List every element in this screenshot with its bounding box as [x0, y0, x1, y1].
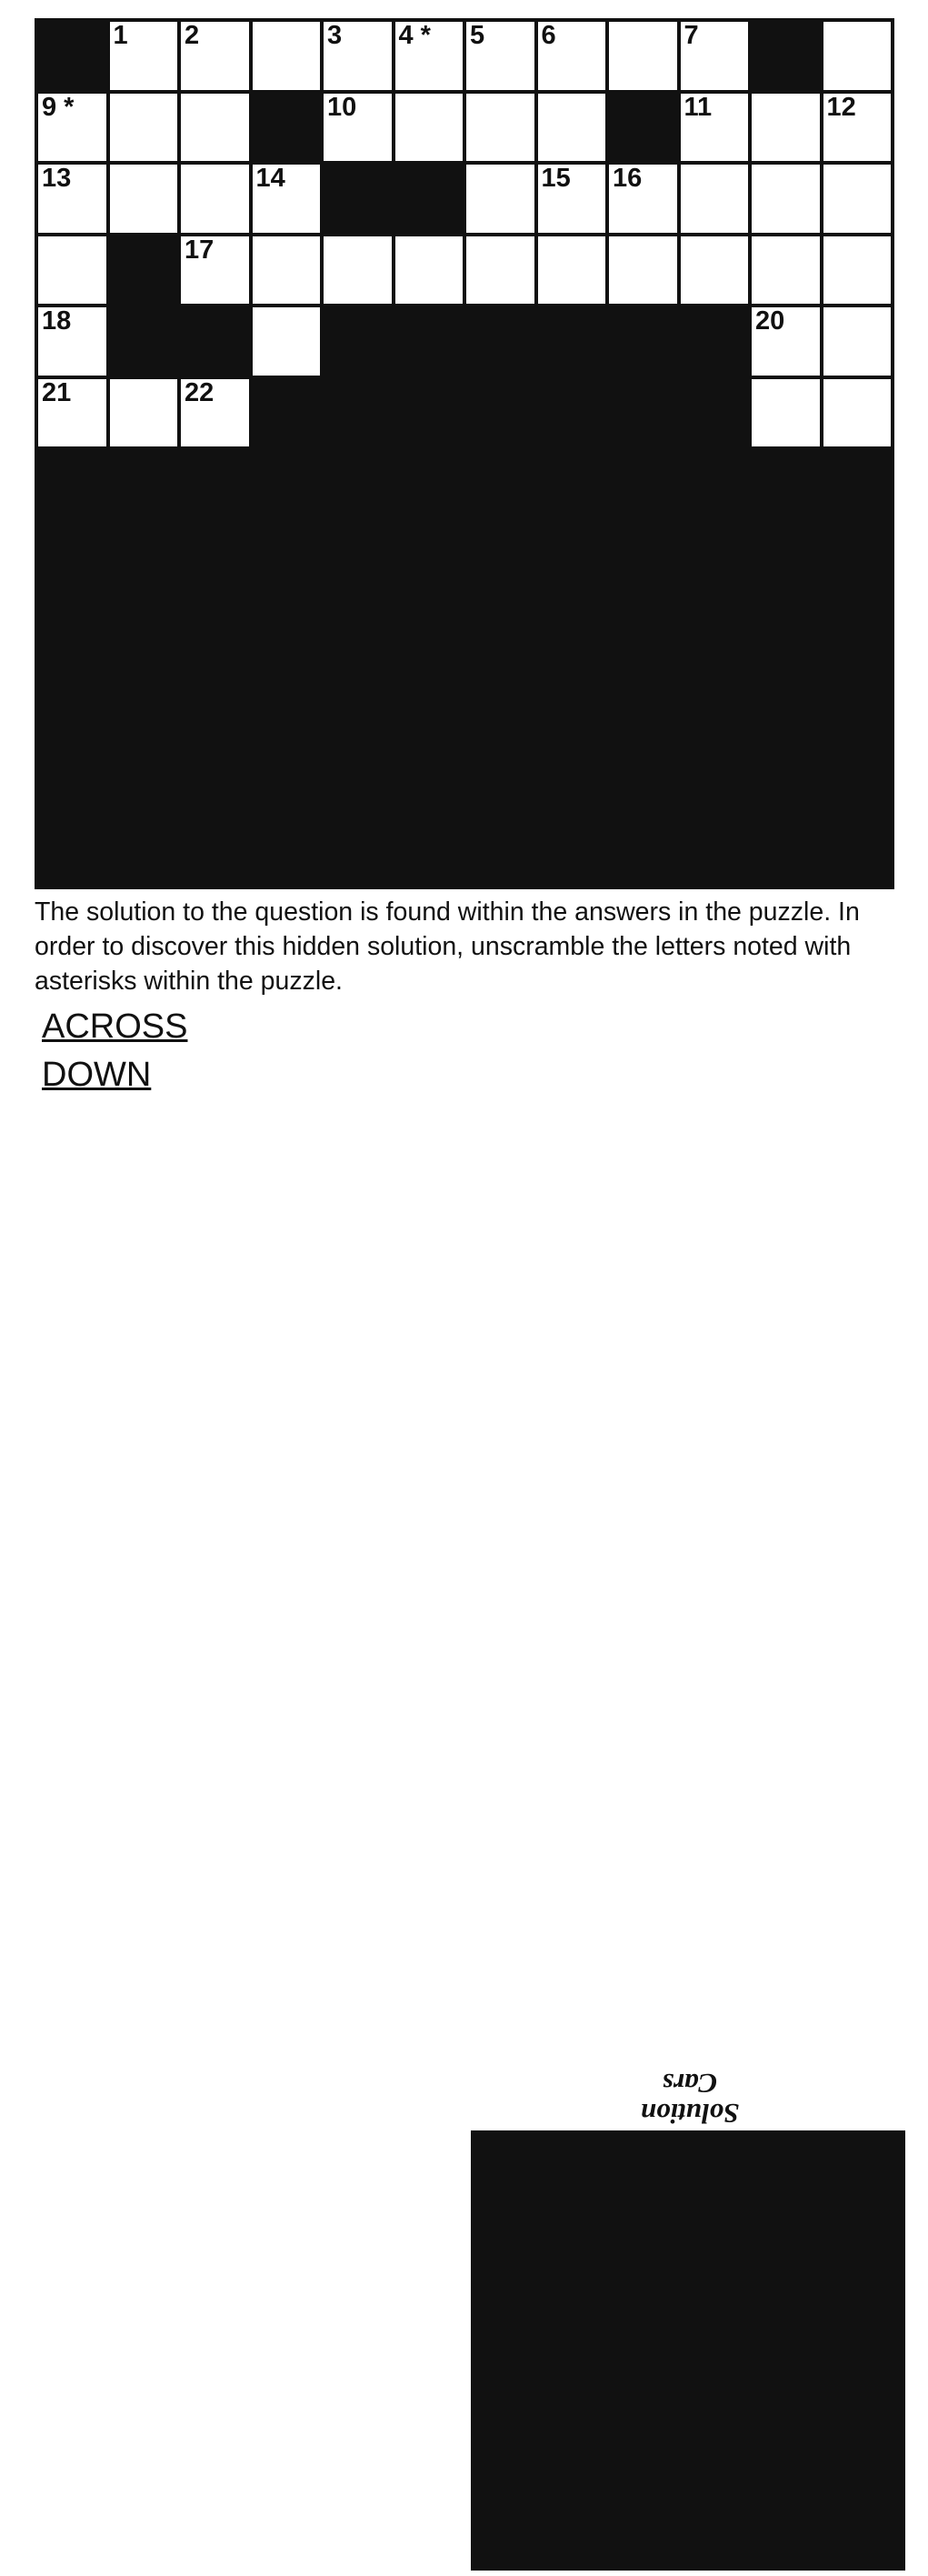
grid-cell[interactable]: [466, 165, 534, 233]
grid-cell[interactable]: [38, 307, 106, 376]
grid-cell[interactable]: [681, 165, 749, 233]
grid-cell[interactable]: [609, 236, 677, 305]
grid-cell[interactable]: [823, 165, 892, 233]
clue-number: 3: [327, 21, 343, 50]
grid-cell[interactable]: [752, 379, 820, 447]
grid-cell[interactable]: [538, 165, 606, 233]
solution-label: Solution: [640, 2098, 740, 2130]
solution-title: [622, 2069, 758, 2128]
grid-cell[interactable]: [181, 236, 249, 305]
clue-number: 2: [185, 21, 200, 50]
grid-cell[interactable]: [823, 379, 892, 447]
grid-cell[interactable]: [823, 22, 892, 90]
clue-number: 7: [684, 21, 699, 50]
grid-cell[interactable]: [681, 94, 749, 162]
grid-cell[interactable]: [466, 22, 534, 90]
grid-cell[interactable]: [538, 94, 606, 162]
clue-number: 10: [327, 92, 357, 122]
grid-cell[interactable]: [181, 379, 249, 447]
grid-cell[interactable]: [466, 236, 534, 305]
grid-cell[interactable]: [538, 236, 606, 305]
grid-cell[interactable]: [253, 307, 321, 376]
grid-cell[interactable]: [752, 307, 820, 376]
clue-number: 1: [113, 21, 128, 50]
clue-number: 4 *: [398, 21, 431, 50]
grid-cell[interactable]: [395, 236, 464, 305]
clue-number: 21: [42, 377, 72, 407]
solution-answer: Cars: [662, 2068, 718, 2100]
grid-cell[interactable]: [38, 165, 106, 233]
grid-cell[interactable]: [110, 165, 178, 233]
grid-cell[interactable]: [110, 379, 178, 447]
grid-cell[interactable]: [609, 22, 677, 90]
grid-cell[interactable]: [466, 94, 534, 162]
grid-cell[interactable]: [110, 22, 178, 90]
grid-cell[interactable]: [324, 236, 392, 305]
grid-cell[interactable]: [38, 94, 106, 162]
clue-number: 13: [42, 164, 72, 193]
across-heading: ACROSS: [42, 1007, 188, 1046]
grid-cell[interactable]: [752, 165, 820, 233]
grid-cell[interactable]: [395, 22, 464, 90]
grid-cell[interactable]: [395, 94, 464, 162]
clue-number: 16: [613, 164, 643, 193]
grid-cell[interactable]: [681, 236, 749, 305]
clues-left-column: [35, 1007, 462, 1104]
clue-number: 9 *: [42, 92, 75, 122]
grid-cell[interactable]: [823, 94, 892, 162]
clue-number: 6: [541, 21, 556, 50]
grid-cell[interactable]: [253, 236, 321, 305]
puzzle-instructions: The solution to the question is found within the answers in the puzzle. In order to discover this hidden solution, unscramble the letters noted with asterisks within the puzzle.: [35, 897, 860, 996]
solution-grid: [471, 2130, 905, 2571]
grid-cell[interactable]: [181, 165, 249, 233]
clue-number: 22: [185, 377, 215, 407]
grid-cell[interactable]: [752, 236, 820, 305]
grid-cell[interactable]: [324, 94, 392, 162]
grid-cell[interactable]: [752, 94, 820, 162]
clue-number: 18: [42, 306, 72, 336]
grid-cell[interactable]: [110, 94, 178, 162]
clue-number: 5: [470, 21, 485, 50]
grid-cell[interactable]: [253, 22, 321, 90]
grid-cell[interactable]: [324, 22, 392, 90]
grid-cell[interactable]: [538, 22, 606, 90]
grid-cell[interactable]: [253, 165, 321, 233]
grid-cell[interactable]: [609, 165, 677, 233]
grid-cell[interactable]: [38, 379, 106, 447]
grid-cell[interactable]: [681, 22, 749, 90]
grid-cell[interactable]: [38, 236, 106, 305]
grid-cell[interactable]: [181, 22, 249, 90]
down-heading: DOWN: [42, 1056, 152, 1094]
clue-number: 11: [684, 92, 713, 122]
clue-number: 15: [541, 164, 571, 193]
crossword-grid: [35, 18, 894, 889]
clue-number: 14: [255, 164, 285, 193]
grid-cell[interactable]: [823, 307, 892, 376]
clue-number: 17: [185, 235, 215, 265]
grid-cell[interactable]: [181, 94, 249, 162]
clue-number: 12: [826, 92, 856, 122]
clue-number: 20: [755, 306, 785, 336]
grid-cell[interactable]: [823, 236, 892, 305]
